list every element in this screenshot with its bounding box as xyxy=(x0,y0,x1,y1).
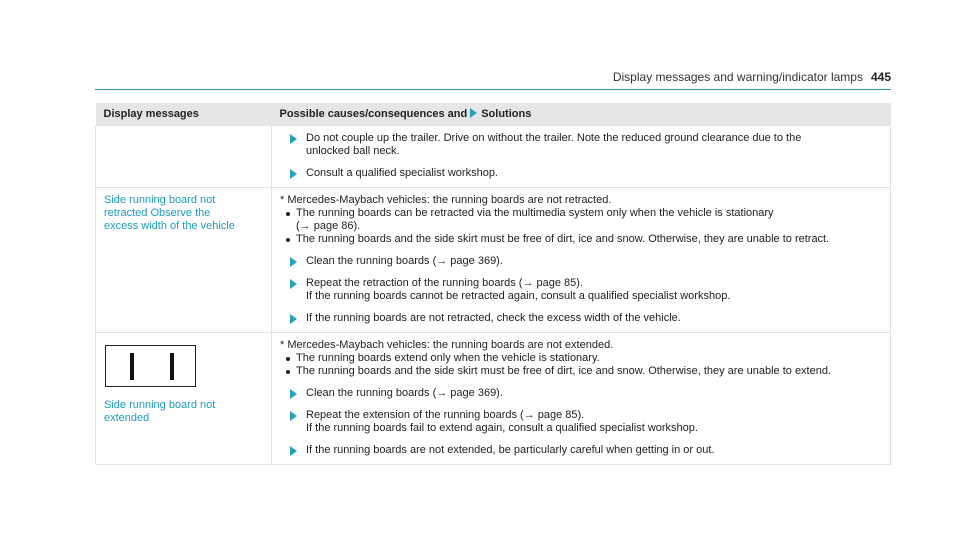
causes-solutions-cell xyxy=(272,188,891,333)
solution-item xyxy=(280,167,882,180)
solution-text-line1: Repeat the retraction of the running boards (→ page 85). xyxy=(306,277,584,289)
message-line: retracted Observe the xyxy=(104,207,211,219)
table-header-row xyxy=(96,103,891,126)
cause-bullet: The running boards and the side skirt must be free of dirt, ice and snow. Otherwise, they are unable to retract. xyxy=(280,233,882,246)
column-header-display-messages: Display messages xyxy=(96,103,272,126)
display-messages-table xyxy=(95,103,891,465)
solution-text: Clean the running boards (→ page 369). xyxy=(306,255,503,267)
page-header xyxy=(613,70,891,84)
solution-text-line2: If the running boards cannot be retracted again, consult a qualified specialist workshop. xyxy=(306,290,731,302)
message-line: Side running board not xyxy=(104,399,216,411)
running-board-indicator-icon xyxy=(105,345,196,387)
solution-text-line2: unlocked ball neck. xyxy=(306,145,400,157)
solution-item xyxy=(280,255,882,268)
bullet-text-line1: The running boards can be retracted via the multimedia system only when the vehicle is stationary xyxy=(296,207,774,219)
table-row xyxy=(96,126,891,188)
solution-arrow-icon xyxy=(290,257,297,267)
message-cell-not-extended xyxy=(96,333,272,465)
indicator-bar-right xyxy=(170,353,174,380)
solution-item xyxy=(280,387,882,400)
message-cell-empty xyxy=(96,126,272,188)
indicator-bar-left xyxy=(130,353,134,380)
solution-arrow-icon xyxy=(290,134,297,144)
solution-text: If the running boards are not extended, be particularly careful when getting in or out. xyxy=(306,444,715,456)
message-line: extended xyxy=(104,412,150,424)
table-row xyxy=(96,333,891,465)
table-row xyxy=(96,188,891,333)
solution-text-line1: Do not couple up the trailer. Drive on without the trailer. Note the reduced ground clearance due to the xyxy=(306,132,802,144)
header-title: Display messages and warning/indicator lamps xyxy=(612,70,863,84)
solution-item xyxy=(280,277,882,303)
cause-bullet: The running boards extend only when the vehicle is stationary. xyxy=(280,352,882,365)
message-cell-not-retracted xyxy=(96,188,272,333)
solution-arrow-icon xyxy=(290,446,297,456)
solution-arrow-icon xyxy=(290,314,297,324)
page-number: 445 xyxy=(870,70,891,84)
cause-bullet xyxy=(280,207,882,233)
solution-arrow-icon xyxy=(290,169,297,179)
solution-item xyxy=(280,132,882,158)
solution-arrow-icon xyxy=(290,389,297,399)
header-divider xyxy=(95,89,891,90)
condition-text: * Mercedes-Maybach vehicles: the running boards are not retracted. xyxy=(280,194,612,206)
solution-text: Consult a qualified specialist workshop. xyxy=(306,167,498,179)
solution-text-line1: Repeat the extension of the running boards (→ page 85). xyxy=(306,409,585,421)
message-line: excess width of the vehicle xyxy=(104,220,235,232)
causes-solutions-cell xyxy=(272,333,891,465)
solution-arrow-icon xyxy=(470,108,477,118)
column-header-causes-solutions xyxy=(272,103,891,126)
solution-text: Clean the running boards (→ page 369). xyxy=(306,387,503,399)
solution-text: If the running boards are not retracted, check the excess width of the vehicle. xyxy=(306,312,681,324)
cause-bullet: The running boards and the side skirt must be free of dirt, ice and snow. Otherwise, they are unable to extend. xyxy=(280,365,882,378)
bullet-text-line2: (→ page 86). xyxy=(296,220,361,232)
solution-item xyxy=(280,409,882,435)
column-header-causes-label: Possible causes/consequences and xyxy=(279,108,468,120)
solution-item xyxy=(280,444,882,457)
message-line: Side running board not xyxy=(104,194,216,206)
solutions-cell xyxy=(272,126,891,188)
condition-text: * Mercedes-Maybach vehicles: the running boards are not extended. xyxy=(280,339,614,351)
column-header-solutions-label: Solutions xyxy=(481,108,532,120)
solution-item xyxy=(280,312,882,325)
solution-text-line2: If the running boards fail to extend again, consult a qualified specialist workshop. xyxy=(306,422,698,434)
solution-arrow-icon xyxy=(290,279,297,289)
solution-arrow-icon xyxy=(290,411,297,421)
